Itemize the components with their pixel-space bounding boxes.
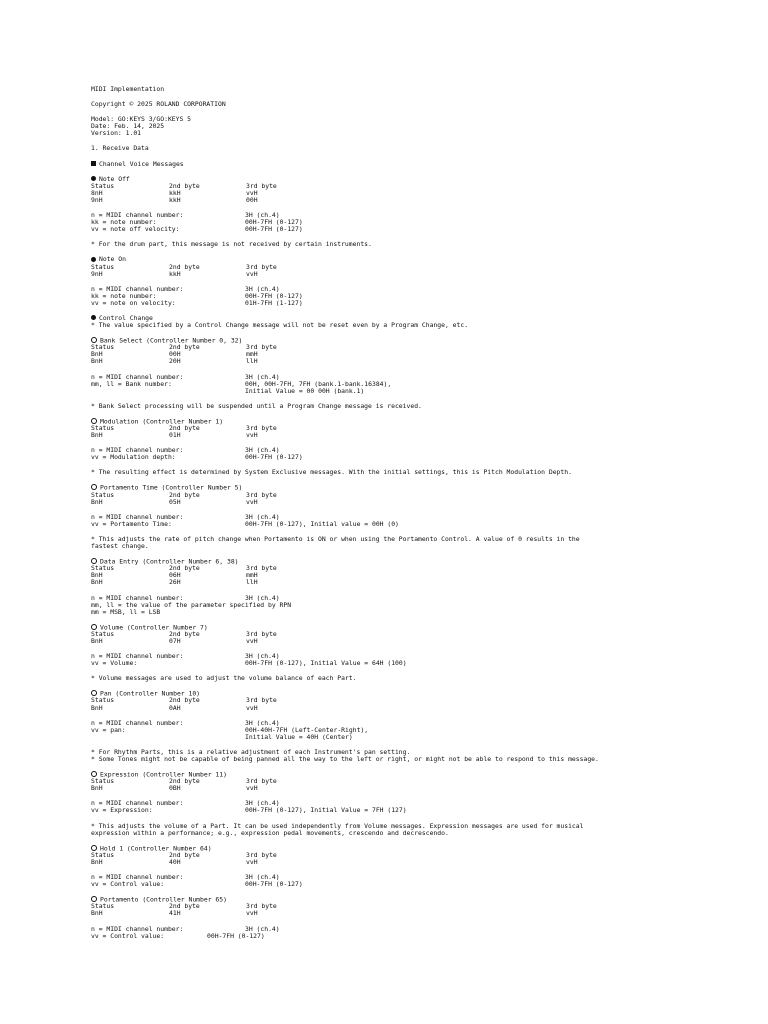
column-header-row: Status 2nd byte 3rd byte xyxy=(91,902,277,911)
column-header-row: Status 2nd byte 3rd byte xyxy=(91,564,277,573)
status-row: BnH 06H mmH xyxy=(91,571,258,580)
param-row: n = MIDI channel number: 3H (ch.4) xyxy=(91,372,280,381)
param-row: kk = note number: 00H-7FH (0-127) xyxy=(91,291,303,300)
note-text: fastest change. xyxy=(91,542,149,551)
status-row: BnH 40H vvH xyxy=(91,857,258,866)
param-row: vv = Expression: 00H-7FH (0-127), Initial Value = 7FH (127) xyxy=(91,806,407,815)
column-header-row: Status 2nd byte 3rd byte xyxy=(91,424,277,432)
status-row: BnH 07H vvH xyxy=(91,636,258,645)
filled-circle-bullet-icon xyxy=(91,257,96,262)
status-row: BnH 0AH vvH xyxy=(91,703,258,712)
param-row: n = MIDI channel number: 3H (ch.4) xyxy=(91,718,280,727)
data-entry-heading: Data Entry (Controller Number 6, 38) xyxy=(91,558,731,565)
status-row: 8nH kkH vvH xyxy=(91,188,258,197)
open-circle-bullet-icon xyxy=(91,624,97,630)
status-row: BnH 00H mmH xyxy=(91,350,258,359)
param-row: n = MIDI channel number: 3H (ch.4) xyxy=(91,593,280,602)
open-circle-bullet-icon xyxy=(91,845,97,851)
control-change-heading: Control Change xyxy=(91,315,731,322)
portamento-time-heading: Portamento Time (Controller Number 5) xyxy=(91,484,731,491)
square-bullet-icon xyxy=(91,161,96,166)
param-row: n = MIDI channel number: 3H (ch.4) xyxy=(91,799,280,808)
param-text: mm, ll = the value of the parameter specified by RPN xyxy=(91,600,292,609)
open-circle-bullet-icon xyxy=(91,896,97,902)
status-row: BnH 26H llH xyxy=(91,578,258,587)
note-on-heading: Note On xyxy=(91,256,731,263)
column-header-row: Status 2nd byte 3rd byte xyxy=(91,777,277,786)
note-text: * Some Tones might not be capable of being panned all the way to the left or right, or might not be able to respond to this message. xyxy=(91,755,599,763)
param-row: vv = Control value: 00H-7FH (0-127) xyxy=(91,880,303,889)
param-row: n = MIDI channel number: 3H (ch.4) xyxy=(91,446,280,455)
subsection-heading: Channel Voice Messages xyxy=(91,161,731,168)
status-row: BnH 20H llH xyxy=(91,357,258,366)
param-text: mm = MSB, ll = LSB xyxy=(91,607,161,616)
modulation-heading: Modulation (Controller Number 1) xyxy=(91,418,731,425)
open-circle-bullet-icon xyxy=(91,690,97,696)
status-row: BnH 41H vvH xyxy=(91,909,258,918)
column-header-row: Status 2nd byte 3rd byte xyxy=(91,262,277,271)
expression-heading: Expression (Controller Number 11) xyxy=(91,771,731,778)
bank-select-heading: Bank Select (Controller Number 0, 32) xyxy=(91,337,731,344)
param-row: vv = note on velocity: 01H-7FH (1-127) xyxy=(91,298,303,307)
filled-circle-bullet-icon xyxy=(91,315,96,320)
hold1-heading: Hold 1 (Controller Number 64) xyxy=(91,845,731,852)
note-text: * The resulting effect is determined by System Exclusive messages. With the initial settings, this is Pitch Modulation Depth. xyxy=(91,468,572,477)
column-header-row: Status 2nd byte 3rd byte xyxy=(91,696,277,705)
param-row: vv = Volume: 00H-7FH (0-127), Initial Value = 64H (100) xyxy=(91,659,407,668)
copyright-line: Copyright © 2025 ROLAND CORPORATION xyxy=(91,100,226,109)
note-text: * For the drum part, this message is not received by certain instruments. xyxy=(91,240,372,249)
param-row: vv = pan: 00H-40H-7FH (Left-Center-Right), xyxy=(91,725,369,734)
open-circle-bullet-icon xyxy=(91,558,97,564)
note-text: * The value specified by a Control Change message will not be reset even by a Program Change, etc. xyxy=(91,321,469,330)
column-header-row: Status 2nd byte 3rd byte xyxy=(91,490,277,499)
initial-value-line: Initial Value = 00 00H (bank.1) xyxy=(245,386,365,395)
note-text: * This adjusts the rate of pitch change when Portamento is ON or when using the Portamento Control. A value of 0 results in the xyxy=(91,534,580,543)
note-text: * Volume messages are used to adjust the volume balance of each Part. xyxy=(91,674,357,683)
open-circle-bullet-icon xyxy=(91,484,97,490)
param-row: kk = note number: 00H-7FH (0-127) xyxy=(91,218,303,227)
status-row: 9nH kkH 00H xyxy=(91,195,258,204)
note-off-heading: Note Off xyxy=(91,176,731,183)
section-heading: 1. Receive Data xyxy=(91,144,149,153)
param-row: vv = Portamento Time: 00H-7FH (0-127), Initial value = 00H (0) xyxy=(91,519,399,528)
note-text: expression within a performance; e.g., expression pedal movements, crescendo and decrescendo. xyxy=(91,828,449,837)
note-text: * For Rhythm Parts, this is a relative adjustment of each Instrument's pan setting. xyxy=(91,747,411,756)
open-circle-bullet-icon xyxy=(91,337,97,343)
param-row: n = MIDI channel number: 3H (ch.4) xyxy=(91,873,280,882)
param-row: n = MIDI channel number: 3H (ch.4) xyxy=(91,512,280,521)
param-row: vv = Control value: 00H-7FH (0-127) xyxy=(91,931,265,940)
status-row: BnH 01H vvH xyxy=(91,431,258,440)
status-row: BnH 0BH vvH xyxy=(91,784,258,793)
filled-circle-bullet-icon xyxy=(91,176,96,181)
date-line: Date: Feb. 14, 2025 xyxy=(91,122,165,131)
note-text: * This adjusts the volume of a Part. It can be used independently from Volume messages. Expression messages are used for musical xyxy=(91,821,584,830)
param-row: vv = Modulation depth: 00H-7FH (0-127) xyxy=(91,453,303,462)
column-header-row: Status 2nd byte 3rd byte xyxy=(91,181,277,190)
param-row: n = MIDI channel number: 3H (ch.4) xyxy=(91,924,280,933)
param-row: mm, ll = Bank number: 00H, 00H-7FH, 7FH (bank.1-bank.16384), xyxy=(91,379,392,388)
open-circle-bullet-icon xyxy=(91,771,97,777)
param-row: n = MIDI channel number: 3H (ch.4) xyxy=(91,211,280,220)
midi-implementation-page xyxy=(91,86,731,940)
note-text: * Bank Select processing will be suspended until a Program Change message is received. xyxy=(91,401,422,410)
param-row: vv = note off velocity: 00H-7FH (0-127) xyxy=(91,225,303,234)
volume-heading: Volume (Controller Number 7) xyxy=(91,624,731,631)
model-line: Model: GO:KEYS 3/GO:KEYS 5 xyxy=(91,115,192,124)
version-line: Version: 1.01 xyxy=(91,129,142,138)
column-header-row: Status 2nd byte 3rd byte xyxy=(91,850,277,859)
pan-heading: Pan (Controller Number 10) xyxy=(91,690,731,697)
status-row: 9nH kkH vvH xyxy=(91,269,258,278)
portamento-heading: Portamento (Controller Number 65) xyxy=(91,896,731,903)
doc-title: MIDI Implementation xyxy=(91,85,165,93)
param-row: n = MIDI channel number: 3H (ch.4) xyxy=(91,652,280,661)
open-circle-bullet-icon xyxy=(91,418,97,424)
status-row: BnH 05H vvH xyxy=(91,497,258,506)
column-header-row: Status 2nd byte 3rd byte xyxy=(91,343,277,352)
initial-value-line: Initial Value = 40H (Center) xyxy=(245,732,353,741)
param-row: n = MIDI channel number: 3H (ch.4) xyxy=(91,284,280,293)
column-header-row: Status 2nd byte 3rd byte xyxy=(91,629,277,638)
